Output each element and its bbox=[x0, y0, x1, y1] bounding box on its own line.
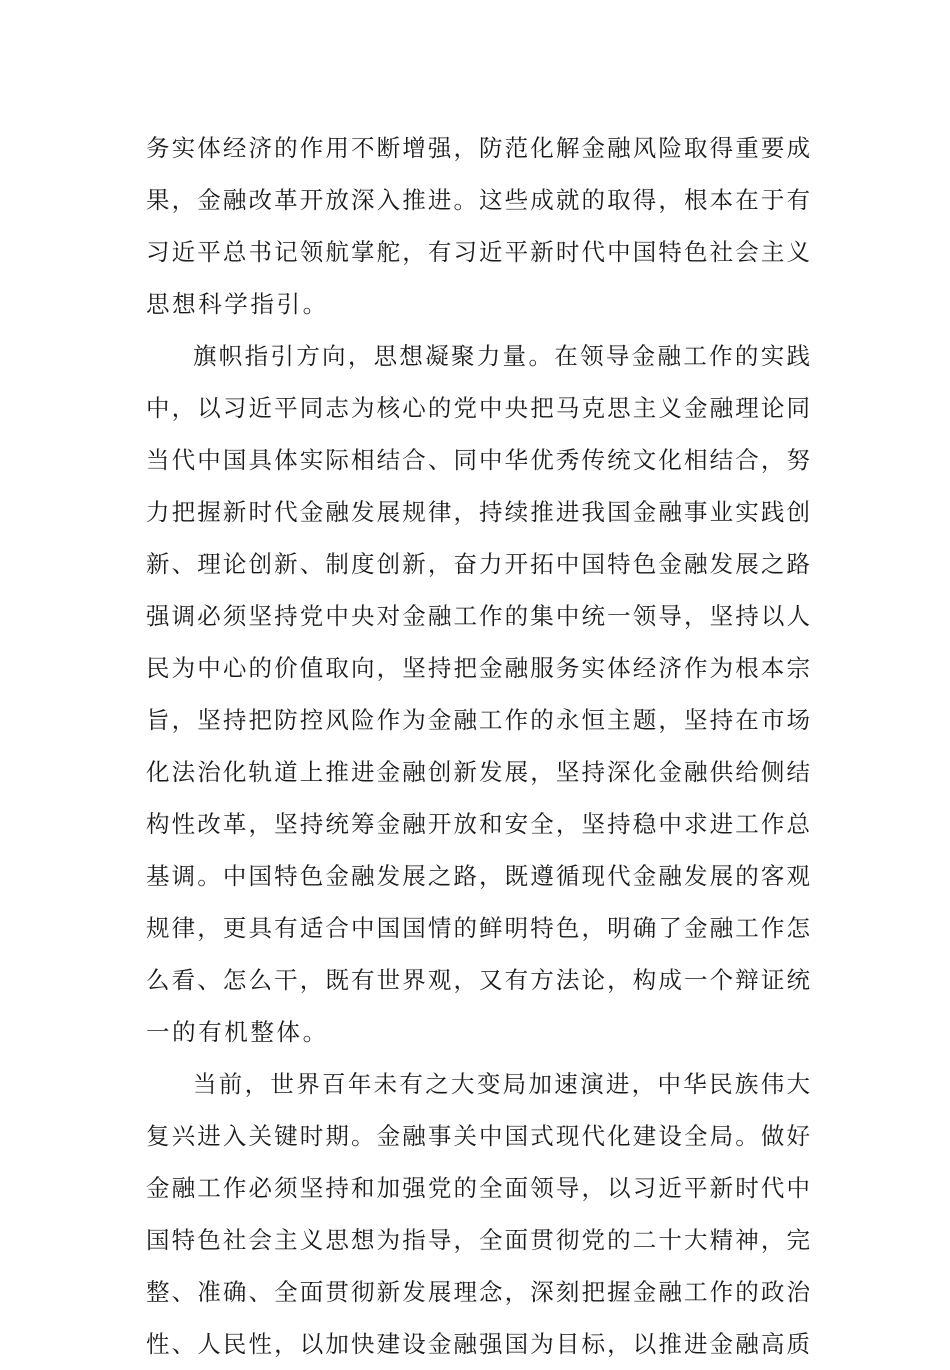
text-line: 民为中心的价值取向，坚持把金融服务实体经济作为根本宗 bbox=[146, 654, 810, 682]
text-line: 规律，更具有适合中国国情的鲜明特色，明确了金融工作怎 bbox=[146, 914, 810, 942]
text-line: 整、准确、全面贯彻新发展理念，深刻把握金融工作的政治 bbox=[146, 1278, 810, 1306]
text-line: 一的有机整体。 bbox=[146, 1018, 329, 1046]
text-line: 力把握新时代金融发展规律，持续推进我国金融事业实践创 bbox=[146, 498, 810, 526]
text-line: 习近平总书记领航掌舵，有习近平新时代中国特色社会主义 bbox=[146, 238, 810, 266]
text-line: 当代中国具体实际相结合、同中华优秀传统文化相结合，努 bbox=[146, 446, 810, 474]
paragraph-first-line: 旗帜指引方向，思想凝聚力量。在领导金融工作的实践 bbox=[193, 342, 810, 370]
text-line: 复兴进入关键时期。金融事关中国式现代化建设全局。做好 bbox=[146, 1122, 810, 1150]
text-line: 基调。中国特色金融发展之路，既遵循现代金融发展的客观 bbox=[146, 862, 810, 890]
text-line: 强调必须坚持党中央对金融工作的集中统一领导，坚持以人 bbox=[146, 602, 810, 630]
text-line: 思想科学指引。 bbox=[146, 290, 329, 318]
text-line: 金融工作必须坚持和加强党的全面领导，以习近平新时代中 bbox=[146, 1174, 810, 1202]
text-line: 么看、怎么干，既有世界观，又有方法论，构成一个辩证统 bbox=[146, 966, 810, 994]
text-line: 国特色社会主义思想为指导，全面贯彻党的二十大精神，完 bbox=[146, 1226, 810, 1254]
text-line: 中，以习近平同志为核心的党中央把马克思主义金融理论同 bbox=[146, 394, 810, 422]
text-line: 果，金融改革开放深入推进。这些成就的取得，根本在于有 bbox=[146, 186, 810, 214]
text-line: 务实体经济的作用不断增强，防范化解金融风险取得重要成 bbox=[146, 134, 810, 162]
text-line: 化法治化轨道上推进金融创新发展，坚持深化金融供给侧结 bbox=[146, 758, 810, 786]
text-line: 新、理论创新、制度创新，奋力开拓中国特色金融发展之路 bbox=[146, 550, 810, 578]
paragraph-first-line: 当前，世界百年未有之大变局加速演进，中华民族伟大 bbox=[193, 1070, 810, 1098]
text-line: 构性改革，坚持统筹金融开放和安全，坚持稳中求进工作总 bbox=[146, 810, 810, 838]
body-text bbox=[146, 122, 810, 1370]
text-line: 旨，坚持把防控风险作为金融工作的永恒主题，坚持在市场 bbox=[146, 706, 810, 734]
text-line: 性、人民性，以加快建设金融强国为目标，以推进金融高质 bbox=[146, 1330, 810, 1358]
